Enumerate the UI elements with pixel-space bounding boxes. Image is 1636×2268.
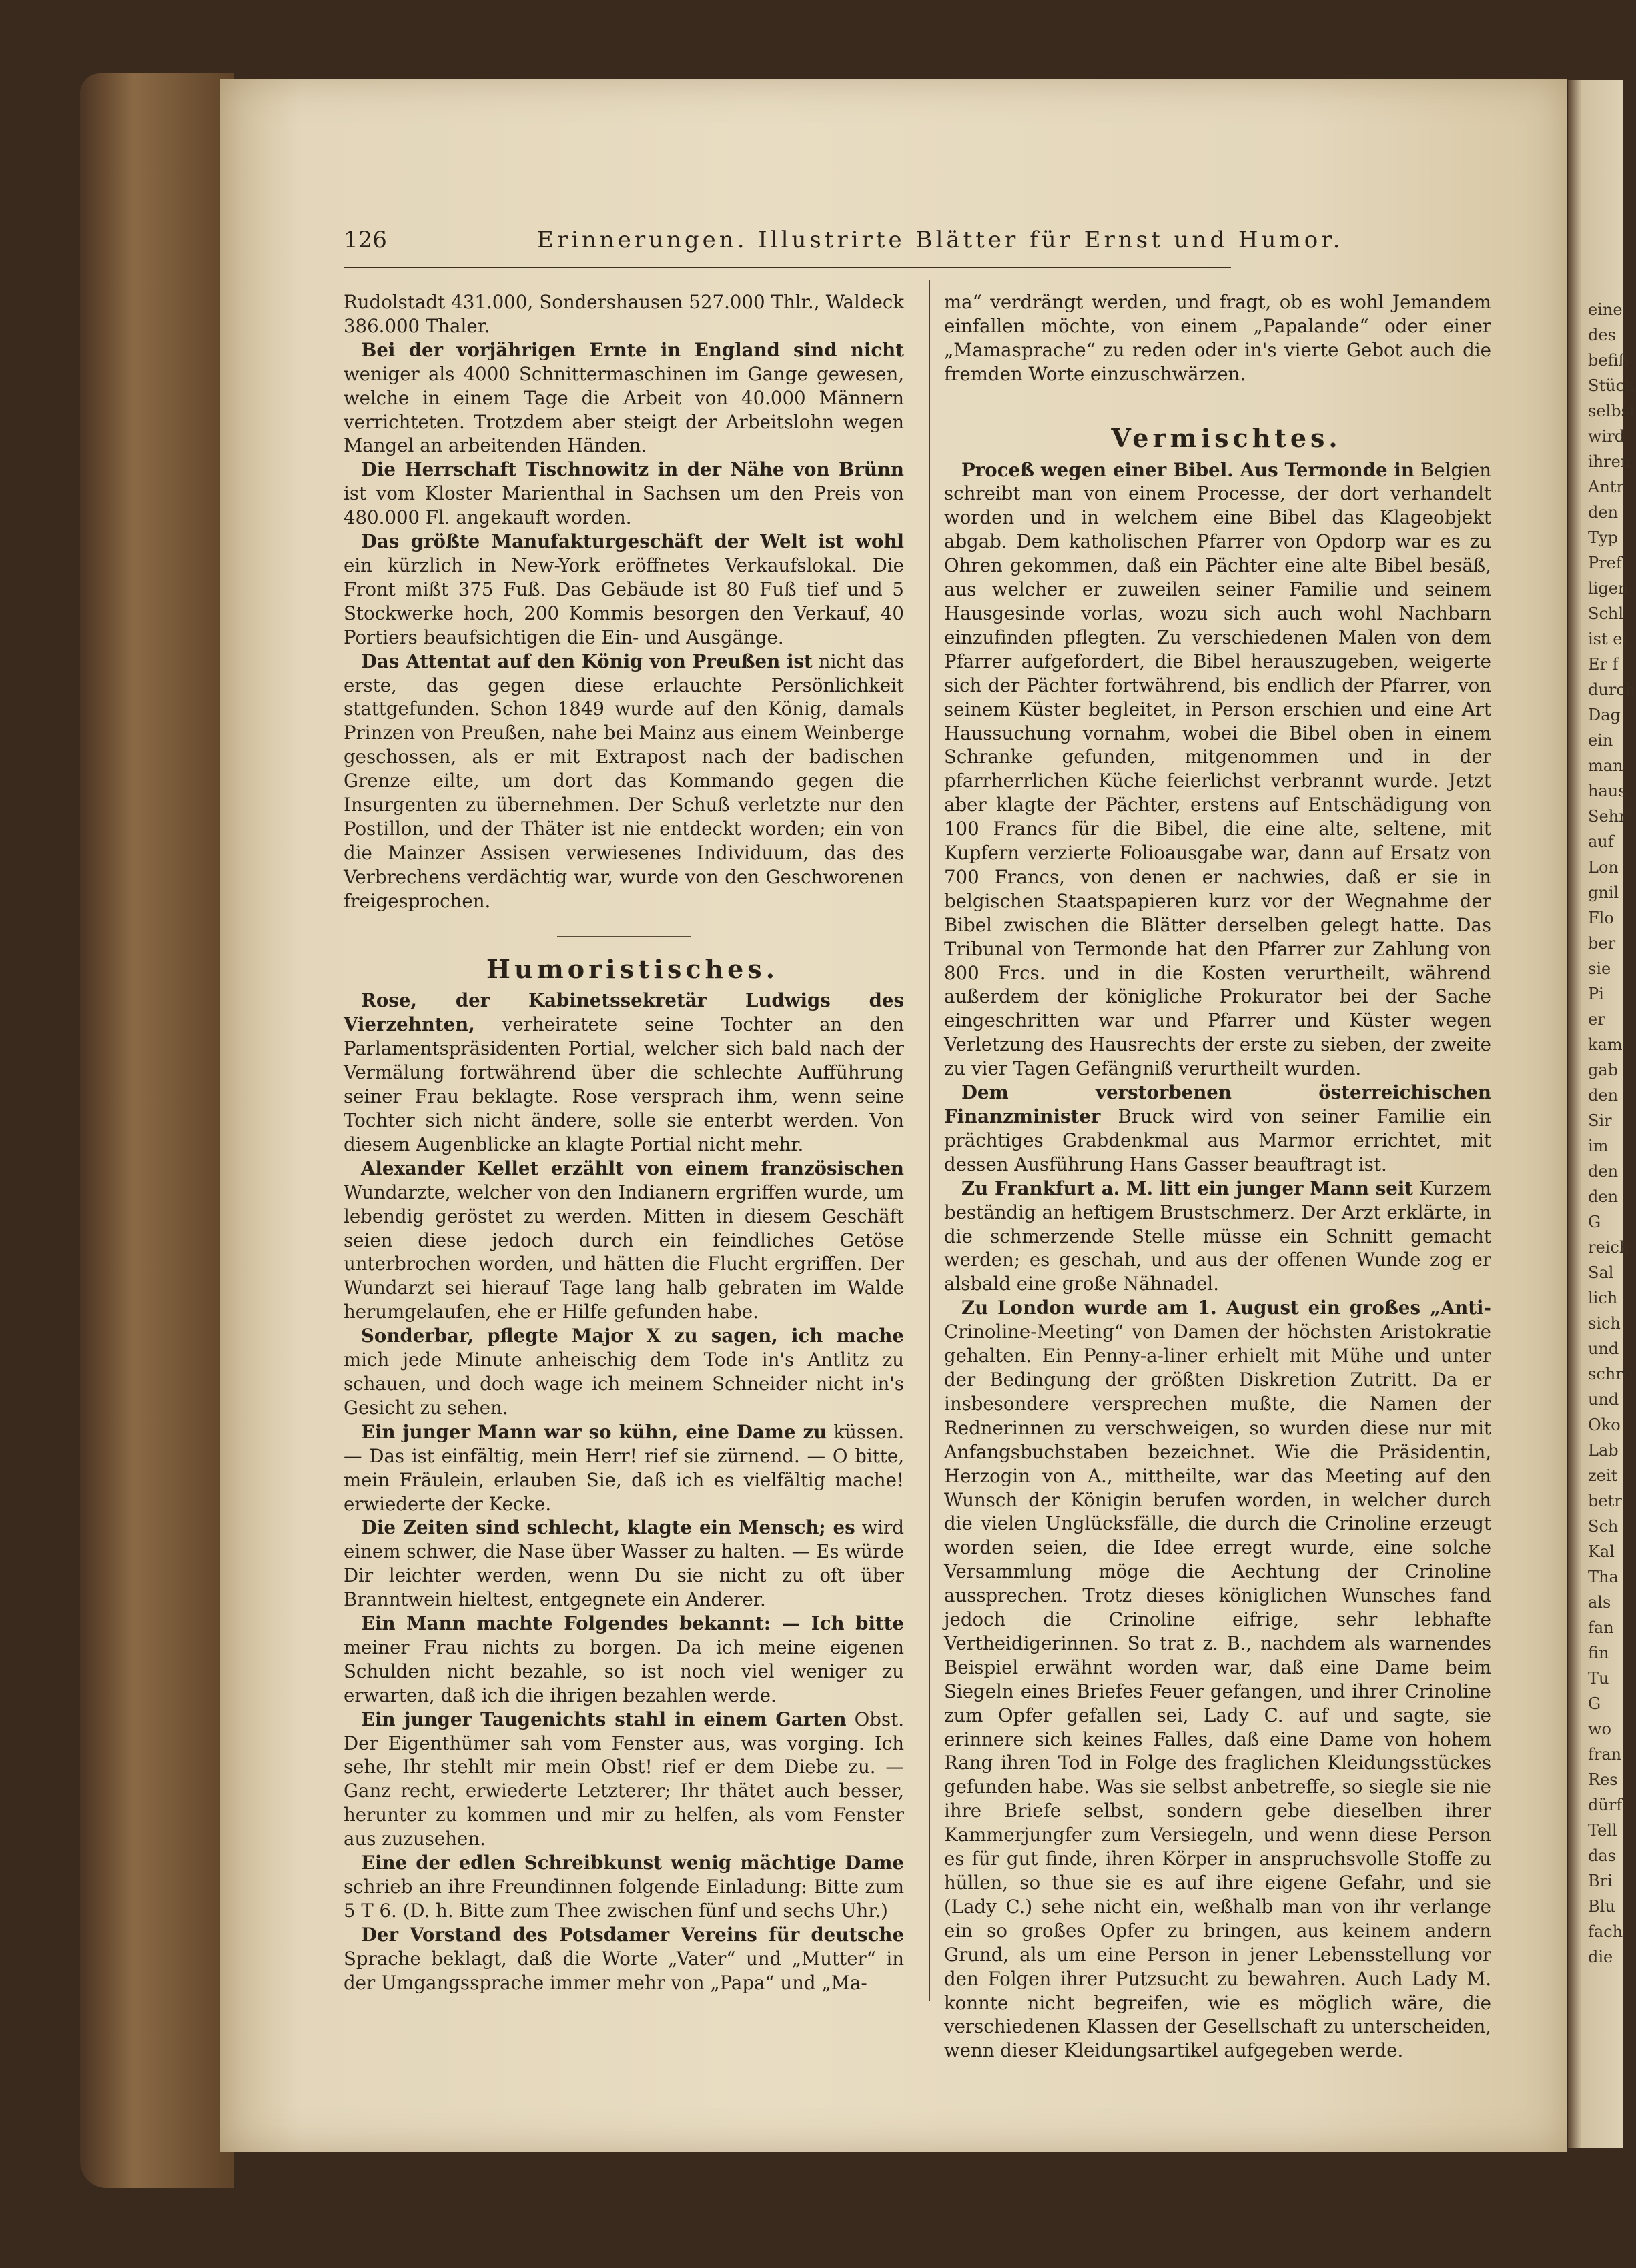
next-page-fragment: durch [1588,680,1636,699]
next-page-fragment: Bri [1588,1872,1613,1890]
paragraph-lead: Der Vorstand des Potsdamer Vereins für deutsche [361,1923,904,1946]
next-page-fragment: und [1588,1390,1619,1409]
paragraph-text: Crinoline-Meeting“ von Damen der höchsten Aristokratie gehalten. Ein Penny-a-liner erhielt mit Mühe und unter der Bedingung der größten Diskretion Zutritt. Da er insbesondere versprechen mußte, die Namen der Rednerinnen zu verschweigen, so wurden diese nur mit Anfangsbuchstaben bezeichnet. Wie die Präsidentin, Herzogin von A., mittheilte, war das Meeting auf den Wunsch der Königin berufen worden, in welcher durch die vielen Unglücksfälle, die durch die Crinoline erzeugt worden seien, die Idee erregt wurde, eine solche Versammlung möge die Aechtung der Crinoline aussprechen. Trotz dieses königlichen Wunsches fand jedoch die Crinoline eifrige, sehr lebhafte Vertheidigerinnen. So trat z. B., nachdem als warnendes Beispiel erwähnt worden war, daß eine Dame beim Siegeln eines Briefes Feuer gefangen, und ihrer Crinoline zum Opfer gefallen sei, Lady C. auf und sagte, sie erinnere sich keines Falles, daß eine Dame von hohem Rang ihren Tod in Folge des fraglichen Kleidungsstückes gefunden habe. Was sie selbst anbetreffe, so siegle sie nie ihre Briefe selbst, sondern gebe dieselben ihrer Kammerjungfer zum Versiegeln, und wenn diese Person es für gut finde, ihren Körper in anspruchsvolle Stoffe zu hüllen, so thue sie es auf ihre eigene Gefahr, und sie (Lady C.) sehe nicht ein, weßhalb man von ihr verlange ein so großes Opfer zu bringen, aus keinem andern Grund, als um eine Person in jener Lebensstellung vor den Folgen ihrer Putzsucht zu bewahren. Auch Lady M. konnte nicht begreifen, wie es möglich wäre, die verschiedenen Klassen der Gesellschaft zu unterscheiden, wenn dieser Kleidungsartikel aufgegeben werde. [944,1321,1491,2062]
next-page-fragment: eine [1588,300,1623,319]
paragraph [344,1851,904,1923]
paragraph-lead: Ein junger Taugenichts stahl in einem Garten [361,1708,847,1730]
paragraph [344,458,904,530]
paragraph-lead: Bei der vorjährigen Ernte in England sind nicht [361,338,904,361]
paragraph-text: Kurzem beständig an heftigem Brustschmerz. Der Arzt erklärte, in die schmerzende Stelle müsse ein Schnitt gemacht werden; es geschah, und aus der offenen Wunde zog er alsbald eine große Nähnadel. [944,1177,1491,1295]
paragraph-lead: Eine der edlen Schreibkunst wenig mächtige Dame [361,1852,904,1874]
next-page-fragment: sich [1588,1314,1621,1333]
paragraph [944,290,1491,386]
next-page-fragment: er [1588,1010,1605,1029]
next-page-fragment: fran [1588,1745,1622,1764]
next-page-fragment: den [1588,1086,1619,1105]
right-column [944,290,1491,2063]
next-page-fragment: Blu [1588,1897,1615,1916]
paragraph-lead: Die Herrschaft Tischnowitz in der Nähe von Brünn [361,458,904,481]
paragraph [344,1157,904,1324]
paragraph-lead: Alexander Kellet erzählt von einem französischen [361,1157,904,1179]
paragraph-text: Sprache beklagt, daß die Worte „Vater“ und „Mutter“ in der Umgangssprache immer mehr von „Papa“ und „Ma- [344,1947,904,1994]
page-number: 126 [344,227,387,253]
paragraph [944,1177,1491,1297]
next-page-fragment: Flo [1588,909,1614,927]
paragraph-text: Obst. Der Eigenthümer sah vom Fenster aus, was vorging. Ich sehe, Ihr stehlt mir mein Obst! rief er dem Diebe zu. — Ganz recht, erwiederte Letzterer; Ihr thätet auch besser, herunter zu kommen und mir zu helfen, als vom Fenster aus zuzusehen. [344,1708,904,1850]
paragraph-lead: Zu London wurde am 1. August ein großes „Anti- [961,1297,1491,1319]
paragraph [344,1708,904,1851]
next-page-fragment: lich [1588,1289,1618,1307]
next-page-fragment: des [1588,326,1616,344]
paragraph-lead: Ein Mann machte Folgendes bekannt: — Ich bitte [361,1612,904,1635]
next-page-fragment: man [1588,756,1623,775]
next-page-fragment: Dag [1588,706,1621,724]
paragraph [344,530,904,650]
next-page-fragment: befiß [1588,351,1629,370]
next-page-fragment: den [1588,1187,1619,1206]
next-page-fragment: Stück [1588,376,1635,395]
next-page-fragment: die [1588,1948,1613,1966]
next-page-fragment: Tell [1588,1821,1617,1840]
next-page-fragment: Tha [1588,1568,1619,1586]
next-page-fragment: und [1588,1339,1619,1358]
next-page-fragment: G [1588,1694,1601,1713]
book-page-edges [80,73,234,2188]
header-rule [344,267,1231,268]
paragraph-text: ein kürzlich in New-York eröffnetes Verkaufslokal. Die Front mißt 375 Fuß. Das Gebäude ist 80 Fuß tief und 5 Stockwerke hoch, 200 Kommis besorgen den Verkauf, 40 Portiers beaufsichtigen die Ein- und Ausgänge. [344,554,904,648]
next-page-fragment: ber [1588,934,1616,953]
paragraph-text: wird einem schwer, die Nase über Wasser zu halten. — Es würde Dir leichter werden, wenn Du sie nicht zu oft über Branntwein hieltest, entgegnete ein Anderer. [344,1516,904,1611]
paragraph [344,338,904,458]
paragraph-lead: Dem verstorbenen österreichischen Finanzminister [944,1081,1491,1127]
next-page-fragment: zeit [1588,1466,1618,1485]
next-page-fragment: Schl [1588,604,1624,623]
section-title-humoristisches: Humoristisches. [486,953,779,984]
next-page-fragment: Kal [1588,1542,1615,1561]
paragraph-text: Belgien schreibt man von einem Processe, der dort verhandelt worden und in welchem eine Bibel das Klageobjekt abgab. Dem katholischen Pfarrer von Opdorp war es zu Ohren gekommen, daß ein Pächter eine alte Bibel besäß, aus welcher er zuweilen seiner Familie und seinem Hausgesinde vorlas, wozu sich auch wohl Nachbarn einzufinden pflegten. Zu verschiedenen Malen von dem Pfarrer aufgefordert, die Bibel herauszugeben, weigerte sich der Pächter fortwährend, bis endlich der Pfarrer, von seinem Küster begleitet, in Person erschien und eine Art Haussuchung vornahm, wobei die Bibel oben in einem Schranke gefunden, mitgenommen und in der pfarrherrlichen Küche feierlichst verbrannt wurde. Jetzt aber klagte der Pächter, erstens auf Entschädigung von 100 Francs für die Bibel, die eine alte, seltene, mit Kupfern verzierte Folioausgabe war, dann auf Ersatz von 700 Francs, von denen er nachwies, daß er sie in belgischen Staatspapieren kurz vor der Wegnahme der Bibel zwischen die Blätter derselben gelegt hatte. Das Tribunal von Termonde hat den Pfarrer zur Zahlung von 800 Frcs. und in die Kosten verurtheilt, während außerdem der königliche Prokurator bei der Sache eingeschritten war und Pfarrer und Küster wegen Verletzung des Hausrechts der erste zu sieben, der zweite zu vier Tagen Gefängniß verurtheilt wurden. [944,458,1491,1080]
page-header [344,227,1344,267]
next-page-fragment: kam [1588,1035,1623,1054]
next-page-fragment: haus [1588,782,1627,800]
left-column [344,290,904,1995]
section-title-vermischtes: Vermischtes. [1111,422,1342,453]
next-page-fragment: Res [1588,1770,1618,1789]
next-page-fragment: Sal [1588,1263,1614,1282]
next-page-fragment: Sch [1588,1517,1619,1536]
paragraph [944,1081,1491,1177]
paragraph [344,1612,904,1708]
paragraph [344,290,904,338]
next-page-fragment: Pi [1588,985,1604,1003]
paragraph-text: verheiratete seine Tochter an den Parlamentspräsidenten Portial, welcher sich bald nach der Vermälung fortwährend über die schlechte Aufführung seiner Frau beklagte. Rose versprach ihm, wenn seine Tochter sich nicht ändere, solle sie enterbt werden. Von diesem Augenblicke an klagte Portial nicht mehr. [344,1013,904,1155]
next-page-fragment: dürf [1588,1796,1623,1814]
paragraph-text: schrieb an ihre Freundinnen folgende Einladung: Bitte zum 5 T 6. (D. h. Bitte zum Thee zwischen fünf und sechs Uhr.) [344,1876,904,1922]
paragraph-text: nicht das erste, das gegen diese erlauchte Persönlichkeit stattgefunden. Schon 1849 wurde auf den König, damals Prinzen von Preußen, nahe bei Mainz aus einem Weinberge geschossen, als er mit Extrapost nach der badischen Grenze eilte, um dort das Kommando gegen die Insurgenten zu übernehmen. Der Schuß verletzte nur den Postillon, und der Thäter ist nie entdeckt worden; ein von die Mainzer Assisen verwiesenes Individuum, das des Verbrechens verdächtig war, wurde von den Geschworenen freigesprochen. [344,650,904,912]
next-page-fragment: Er f [1588,655,1619,674]
paragraph-text: meiner Frau nichts zu borgen. Da ich meine eigenen Schulden nicht bezahle, so ist noch viel weniger zu erwarten, daß ich die ihrigen bezahlen werde. [344,1636,904,1706]
next-page-fragment: Sehr [1588,807,1627,826]
paragraph-text: Bruck wird von seiner Familie ein prächtiges Grabdenkmal aus Marmor errichtet, mit dessen Ausführung Hans Gasser beauftragt ist. [944,1105,1491,1175]
paragraph-text: Rudolstadt 431.000, Sondershausen 527.000 Thlr., Waldeck 386.000 Thaler. [344,291,904,337]
paragraph-lead: Das Attentat auf den König von Preußen ist [361,650,813,672]
paragraph-lead: Ein junger Mann war so kühn, eine Dame zu [361,1420,827,1443]
paragraph-text: weniger als 4000 Schnittermaschinen im Gange gewesen, welche in einem Tage die Arbeit von 40.000 Männern verrichteten. Trotzdem aber steigt der Arbeitslohn wegen Mangel an arbeitenden Händen. [344,362,904,457]
next-page-fragment: fin [1588,1644,1609,1662]
next-page-fragment: den [1588,1162,1619,1181]
next-page-fragment: den [1588,503,1619,522]
paragraph-lead: Sonderbar, pflegte Major X zu sagen, ich mache [361,1325,904,1347]
paragraph-text: ma“ verdrängt werden, und fragt, ob es wohl Jemandem einfallen möchte, von einem „Papalande“ oder einer „Mamasprache“ zu reden oder in's vierte Gebot auch die fremden Worte einzuschwärzen. [944,291,1491,385]
next-page-fragment: fan [1588,1618,1614,1637]
next-page-fragment: das [1588,1846,1616,1865]
paragraph [344,1324,904,1420]
next-page-fragment: ligen [1588,579,1629,598]
next-page-fragment: ein [1588,731,1613,750]
next-page-fragment: Pref [1588,554,1622,572]
next-page-fragment: wird [1588,427,1625,446]
paragraph-lead: Zu Frankfurt a. M. litt ein junger Mann seit [961,1177,1414,1199]
next-page-fragment: sie [1588,959,1611,978]
next-page-fragment: auf [1588,832,1614,851]
paragraph [344,1420,904,1516]
next-page-fragment: fach [1588,1922,1623,1941]
paragraph [944,458,1491,1081]
next-page-fragment: Tu [1588,1669,1609,1688]
next-page-fragment: Sir [1588,1111,1612,1130]
paragraph [344,989,904,1156]
paragraph [344,1923,904,1995]
next-page-fragment: ihren [1588,452,1631,471]
next-page-fragment: G [1588,1213,1601,1231]
next-page-fragment: ist ei [1588,630,1628,648]
paragraph-text: Wundarzte, welcher von den Indianern ergriffen wurde, um lebendig geröstet zu werden. Mitten in diesem Geschäft seien diese jedoch durch ein feindliches Getöse unterbrochen worden, und hätten die Flucht ergriffen. Der Wundarzt sei hierauf Tage lang halb gebraten im Walde herumgelaufen, ehe er Hilfe gefunden habe. [344,1181,904,1323]
next-page-fragment: gnil [1588,883,1619,902]
paragraph-text: mich jede Minute anheischig dem Tode in's Antlitz zu schauen, und doch wage ich meinem Schneider nicht in's Gesicht zu sehen. [344,1349,904,1419]
paragraph-lead: Proceß wegen einer Bibel. Aus Termonde in [961,458,1414,481]
paragraph [344,1516,904,1612]
paragraph-lead: Das größte Manufakturgeschäft der Welt ist wohl [361,530,904,553]
next-page-fragment: Oko [1588,1415,1621,1434]
column-rule [929,280,930,2001]
paragraph-lead: Die Zeiten sind schlecht, klagte ein Mensch; es [361,1516,855,1539]
next-page-fragment: Typ [1588,528,1618,547]
next-page-fragment: betr [1588,1492,1622,1510]
next-page-fragment: schre [1588,1365,1633,1383]
running-title: Erinnerungen. Illustrirte Blätter für Ernst und Humor. [537,227,1344,253]
next-page-fragment: im [1588,1137,1609,1155]
paragraph-lead: Rose, der Kabinetssekretär Ludwigs des Vierzehnten, [344,989,904,1036]
next-page-fragment: gab [1588,1061,1619,1079]
next-page-fragment: reich [1588,1238,1630,1257]
paragraph [344,650,904,913]
next-page-fragment: selbst [1588,402,1636,420]
next-page-fragment: Lon [1588,858,1619,877]
next-page-fragment: Lab [1588,1441,1619,1460]
next-page-edge [1568,80,1636,2148]
next-page-fragment: Antr [1588,478,1624,496]
paragraph [944,1296,1491,2063]
next-page-fragment: wo [1588,1720,1611,1738]
paragraph-text: ist vom Kloster Marienthal in Sachsen um den Preis von 480.000 Fl. angekauft worden. [344,482,904,529]
paragraph-text: küssen. — Das ist einfältig, mein Herr! rief sie zürnend. — O bitte, mein Fräulein, erlauben Sie, daß ich es vielfältig mache! erwiederte der Kecke. [344,1420,904,1515]
next-page-fragment: als [1588,1593,1611,1612]
